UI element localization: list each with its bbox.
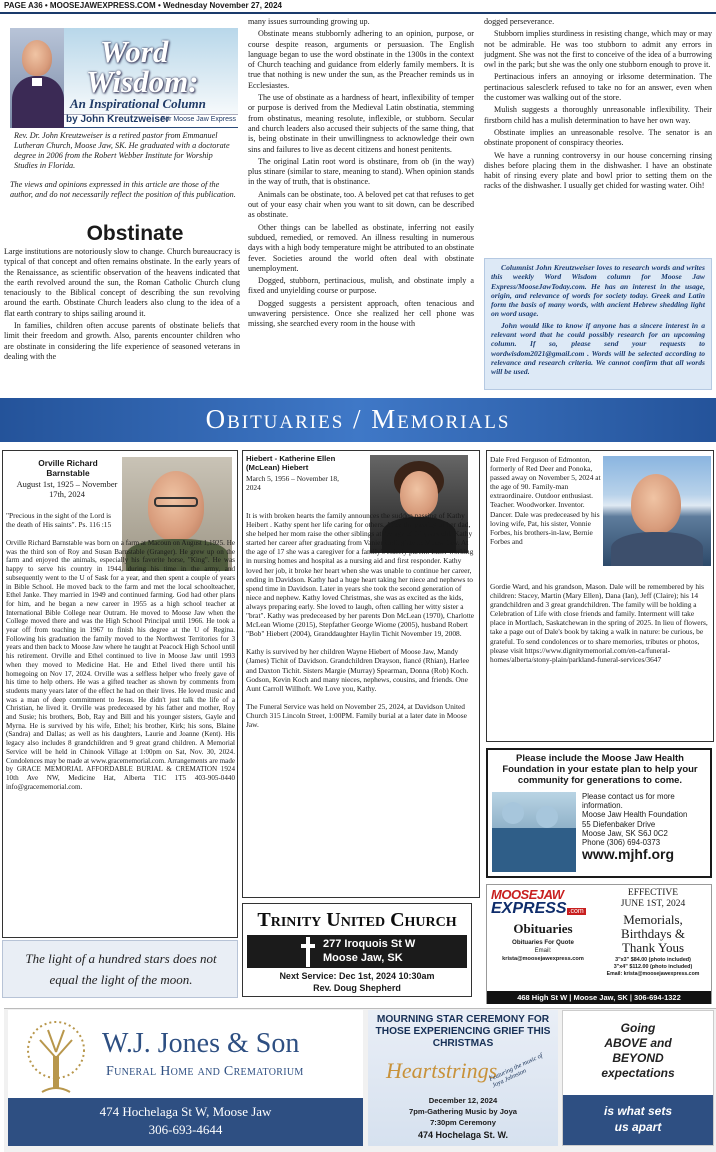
obituary-body-bottom: Gordie Ward, and his grandson, Mason. Dale will be remembered by his children: Stacey, Martin (Mary Ellen), Dana (Ian), Jeff (Claire); his 14 grandchildren and 3 great grandchildren. The family will be holding a Celebration of Life with close friends and family. Interment will take place in Mortlach, Saskatchewan in the spring of 2025. In lieu of flowers, take a page out of Dale's book by taking a walk in nature: be curious, be grateful. To send condolences or to share memories, tributes or photos, please visit https://www.dignitymemorial.com/en-ca/funeral-homes/alberta/stony-plain/parkland-funeral-services/3647 — [490, 582, 708, 664]
obituary-dates: March 5, 1956 – November 18, 2024 — [246, 474, 339, 493]
quote-box — [2, 940, 238, 998]
article-paragraph: many issues surrounding growing up. — [248, 17, 370, 26]
church-reverend: Rev. Doug Shepherd — [313, 983, 401, 993]
church-address-1: 277 Iroquois St W — [323, 938, 416, 950]
express-logo-top: MOOSEJAW — [491, 887, 564, 902]
church-name: Trinity United Church — [257, 909, 457, 931]
express-effective-date: JUNE 1ST, 2024 — [620, 899, 686, 909]
health-phone: Phone (306) 694-0373 — [582, 838, 661, 848]
express-obituaries-ad — [486, 884, 712, 1004]
express-birthdays: Birthdays & — [621, 926, 685, 941]
mourning-star-title: MOURNING STAR CEREMONY FOR THOSE EXPERIENCING GRIEF THIS CHRISTMAS — [375, 1014, 551, 1049]
express-email-line: Email: krista@moosejawexpress.com — [606, 971, 700, 977]
event-times: 7pm-Gathering Music by Joya — [408, 1107, 518, 1116]
article-paragraph: Dogged, stubborn, pertinacious, mulish, and obstinate imply a fixed and unyielding course or purpose. — [248, 276, 474, 296]
health-photo — [492, 792, 576, 872]
going-line-3: BEYOND — [612, 1051, 664, 1065]
obituary-body-top: Dale Fred Ferguson of Edmonton, formerly of Red Deer and Ponoka, passed away on November 5, 2024 at the age of 90. Family-man extraordinaire. Outdoor enthusiast. Teacher. Woodworker. Inventor. Dancer. Dale was predeceased by his loving wife, Pat, his sister, Vonnie Forbes, his brothers-in-law, Bernie Forbes and — [490, 455, 601, 546]
obituary-scripture: "Precious in the sight of the Lord is the death of His saints". Ps. 116 :15 — [6, 511, 112, 530]
article-paragraph: Mulish suggests a thoroughly unreasonable inflexibility. Their firstborn child has a mulish determination to have her own way. — [484, 105, 712, 125]
page-header: PAGE A36 • MOOSEJAWEXPRESS.COM • Wednesday November 27, 2024 — [4, 1, 282, 10]
health-contact-intro: Please contact us for more information. — [582, 792, 675, 811]
health-org: Moose Jaw Health Foundation — [582, 810, 688, 820]
wj-subtitle: Funeral Home and Crematorium — [106, 1064, 304, 1079]
heartstrings-script: Heartstrings — [386, 1058, 498, 1083]
express-logo-dotcom: .com — [568, 908, 584, 915]
obituaries-banner-title: Obituaries / Memorials — [205, 404, 511, 434]
going-line-5: is what sets — [603, 1104, 673, 1118]
event-date: December 12, 2024 — [428, 1096, 498, 1105]
obituary-body: Orville Richard Barnstable was born on a farm at Macoun on August 1,1925. He was the third son of Roy and Susan Barnstable (Granger). He grew up on the farm and enjoyed the animals, especially his favorite horse, "King". He was happy to serve his country in 1944, during his time in the army, and subsequently went to the U of Sask for a year, and then spent a couple of years in Bible School. He moved back to the farm and met the local schoolteacher, Ethel Janke. They married in 1949 and continued farming. God had other plans for him, and he began a new career in 1955 as a high school teacher at International Bible College near Outram. He moved to Moose Jaw when the College moved there and was the High School Principal until 1966. He took a year off from teaching in 1967 to finish his degree at the U of Regina. Following his graduation the family moved to the Northwest Territories for 3 years and then back to Moose Jaw where he taught at Peacock High School until his retirement. Orville and Ethel continued to live in Moose Jaw until 1993 when they moved to Medicine Hat. He and Ethel lived there until his homegoing on Nov 17, 2024. Orville was a selfless helper who freely gave of his time to help others. He was a gifted teacher as shown by comments from students many years later of the effect he had on their lives. He loved music and was a man of deep commitment to Jesus. He didn't just talk the life of a Christian, he lived it. Orville was predeceased by his father and mother, Roy and Susie; his brothers, Bob, Ray and Bill and his younger sisters, Gayle and Myrna. He is survived by his wife, Ethel; his brother, Kirk; his sons, Blaine (Sandra) and Dallas; as well as his daughters, Laurie and Joanne (Kent). His legacy also includes 8 grandchildren and 9 great grand children. A Memorial Service will be held in Chinook Village at 1:00pm on Sat, Nov. 30, 2024. Condolences may be made at www.gracememorial.com. Arrangements are made by GRACE MEMORIAL AFFORDABLE BURIAL & CREMATION 1924 10th Ave NW, Medicine Hat, Alberta T1C 1T5 403-905-0440 info@gracememorial.com. — [6, 539, 235, 791]
trinity-church-ad — [242, 903, 472, 997]
note-paragraph: Columnist John Kreutzweiser loves to research words and writes this weekly Word Wisdom column for Moose Jaw Express/MooseJawToday.com. He has an interest in the usage, origin, and relevance of words for society today. Greek and Latin form the basis of many words, with ancient Hebrew shedding light on word usage. — [491, 263, 705, 319]
note-paragraph: John would like to know if anyone has a sincere interest in a relevant word that he could possibly research for an upcoming column. If so, please send your requests to wordwisdom2021@gmail.com . Words will be selected according to relevance and research criteria. We cannot confirm that all words will be used. — [491, 320, 705, 377]
column-title-line2: Wisdom: — [86, 64, 199, 99]
article-paragraph: Pertinacious infers an annoying or irksome determination. The pertinacious salesclerk refused to take no for an answer, even when the customer was walking out of the store. — [484, 72, 712, 103]
obituary-paragraph: Kathy is survived by her children Wayne Hiebert of Moose Jaw, Mandy (James) Tichit of Davidson. Grandchildren Drayson, fiancé (Rhian), Harlee and Daxton Tichit. Sisters Margie (Murray) Spearman, Donna (Rob) Koch. Godson, Kevin Koch and many nieces, nephews, cousins, and friends. One Aunt Carroll Willhoft. We Love you, Kathy. — [246, 647, 470, 693]
article-column-2 — [248, 17, 474, 397]
header-rule — [0, 12, 716, 14]
express-footer: 468 High St W | Moose Jaw, SK | 306-694-1322 — [487, 991, 711, 1004]
article-paragraph: Large institutions are notoriously slow to change. Church bureaucracy is typical of that concept and often remains obstinate. In the early years of the Renaissance, as scientific observation of the heavens indicated that the earth revolved around the sun, the Roman Catholic Church clung tenaciously to the Biblical concept of describing the sun revolving around the earth. Obstinate Church leaders also clung to the idea of a flat earth contrary to ships sailing around it. — [4, 247, 240, 318]
health-url[interactable]: www.mjhf.org — [582, 846, 675, 862]
express-email-label: Email: — [534, 948, 552, 954]
express-email[interactable]: krista@moosejawexpress.com — [502, 956, 584, 962]
church-service-time: Next Service: Dec 1st, 2024 10:30am — [279, 971, 435, 981]
article-paragraph: Other things can be labelled as obstinate, inferring not easily subdued, remedied, or removed. An illness resulting in numerous days with a high body temperature might be attributed to an obstinate fever. Societies around the world often deal with obstinate unemployment. — [248, 222, 474, 273]
article-paragraph: Animals can be obstinate, too. A beloved pet cat that refuses to get out of your easy chair when you want to sit down, can be described as obstinate. — [248, 189, 474, 220]
obituary-photo — [603, 456, 711, 566]
church-address-2: Moose Jaw, SK — [323, 952, 403, 964]
author-bio: Rev. Dr. John Kreutzweiser is a retired pastor from Emmanuel Lutheran Church, Moose Jaw, SK. He graduated with a doctorate degree in 2006 from the Robert Webber Institute for Worship Studies in Florida. — [14, 131, 230, 170]
obituary-dates: August 1st, 1925 – November 17th, 2024 — [16, 480, 118, 499]
express-obits-heading: Obituaries — [513, 921, 573, 936]
event-address: 474 Hochelaga St. W. — [417, 1130, 509, 1140]
going-above-ad — [562, 1010, 714, 1146]
column-banner — [64, 28, 238, 128]
quote-text: The light of a hundred stars does not equal the light of the moon. — [25, 951, 217, 987]
health-address-1: 55 Diefenbaker Drive — [582, 819, 656, 829]
column-byline: by John Kreutzweiser — [66, 114, 170, 125]
article-paragraph: The original Latin root word is obstinare, from ob (in the way) plus stinare (similar to stare, meaning to stand). When opinion stands in the way of truth, that is obstinance. — [248, 156, 474, 187]
article-paragraph: Stubborn implies sturdiness in resisting change, which may or may not be admirable. He was too stubborn to admit any errors in judgment. She was not the first to conceive of the idea of a burrowing owl in the park; but she was the only one stubborn enough to prove it. — [484, 29, 712, 70]
columnist-note-box — [484, 258, 712, 390]
event-ceremony: 7:30pm Ceremony — [430, 1118, 496, 1127]
health-foundation-ad — [486, 748, 712, 878]
going-line-4: expectations — [601, 1066, 675, 1080]
wj-address: 474 Hochelaga St W, Moose Jaw — [99, 1104, 272, 1119]
article-paragraph: Obstinate implies an unreasonable resolve. The senator is an obstinate proponent of conspiracy theories. — [484, 127, 712, 148]
express-memorials: Memorials, — [623, 912, 683, 927]
tree-logo-icon — [18, 1016, 94, 1096]
disclaimer: The views and opinions expressed in this article are those of the author, and do not necessarily reflect the position of this publication. — [10, 180, 236, 199]
express-obits-quote: Obituaries For Quote — [512, 939, 574, 946]
article-column-3 — [484, 17, 712, 257]
health-headline: Please include the Moose Jaw Health Foundation in your estate plan to help your community for generations to come. — [502, 753, 698, 786]
mourning-star-ad — [368, 1010, 558, 1146]
express-effective: EFFECTIVE — [627, 888, 679, 898]
column-title-line1: Word — [100, 34, 169, 69]
article-paragraph: Obstinate means stubbornly adhering to an opinion, purpose, or course despite reason, arguments or persuasion. The English language began to use the word obstinate in the 1300s in the context of Church teaching and guidance from elderly family members. It is true that nothing is new under the sun, as the Preacher reminds us in Ecclesiastes. — [248, 29, 474, 90]
wj-name: W.J. Jones & Son — [102, 1028, 300, 1059]
article-column-1 — [4, 247, 240, 395]
column-subtitle: An Inspirational Column — [70, 96, 206, 111]
going-line-6: us apart — [614, 1120, 662, 1134]
obituary-name: Orville Richard Barnstable — [38, 458, 98, 478]
going-line-1: Going — [620, 1021, 656, 1035]
express-logo — [491, 888, 595, 918]
article-paragraph: Dogged suggests a persistent approach, often tenacious and unwavering persistence. Once she realized her cell phone was missing, she searched every room in the house with — [248, 298, 474, 329]
article-paragraph: In families, children often accuse parents of obstinate beliefs that limit their freedom and growth. Also, parents encounter children who are obstinate in considering the life experience of seasoned veterans in dealing with the — [4, 321, 240, 361]
obituary-paragraph: It is with broken hearts the family announces the sudden passing of Kathy Heibert . Kathy spent her life caring for others. After the passing of her dad, she helped her mom raise the other siblings at the age of 14 years old. Kathy started her career after graduating from Vanier Collegiate in Moose Jaw. At the age of 17 she was a caregiver for a family's elderly parent. Later working in nursing homes and hospital as a nursing aid and first responder. Kathy loved her job, it broke her heart when she was unable to continue her career, ending in Davidson. Kathy had a huge heart taking her niece and nephews to spend time in Davidson. Later in years she took the second generation of niece and nephew. Kathy loved Christmas, she was as excited as the kids, always preparing early. She loved to laugh, often calling her witty sister a "brat". Kathy was predeceased by her parents Don McLean (1970), Charlotte McLean Wiome (2015), Stepfather George Wiome (2005), husband Robert "Bob" Hiebert (2004), Granddaughter Haylin Tichit November 19, 2008. — [246, 511, 475, 639]
column-for-label: For Moose Jaw Express — [160, 116, 236, 123]
obituary-body — [246, 511, 476, 897]
obituaries-banner — [0, 398, 716, 442]
health-address-2: Moose Jaw, SK S6J 0C2 — [582, 828, 668, 838]
express-logo-bottom: EXPRESS — [491, 900, 567, 917]
going-line-2: ABOVE and — [604, 1036, 672, 1050]
express-thanks: Thank Yous — [621, 940, 685, 955]
obituary-name: Hiebert - Katherine Ellen (McLean) Hiebert — [246, 454, 336, 473]
featuring-text: Featuring the music of Joya Johnston — [488, 1052, 544, 1090]
article-paragraph: dogged perseverance. — [484, 17, 555, 26]
author-photo — [10, 28, 64, 128]
express-price-2: 3"x4" $112.00 (photo included) — [613, 964, 693, 970]
obituary-paragraph: The Funeral Service was held on November 25, 2024, at Davidson United Church 315 Lincoln Street, 1:00PM. Family burial at a later date in Moose Jaw. — [246, 701, 467, 729]
article-paragraph: We have a running controversy in our house concerning rinsing dishes before placing them in the dishwasher. I have an obstinate habit of rinsing every plate and bowl prior to setting them on the racks of the dishwasher. I usually get chided for wasting water. Oih! — [484, 150, 712, 191]
wj-jones-ad — [8, 1010, 363, 1146]
article-title: Obstinate — [86, 222, 184, 245]
express-price-1: 3"x3" $84.00 (photo included) — [615, 957, 691, 963]
wj-phone: 306-693-4644 — [148, 1122, 223, 1137]
article-paragraph: The use of obstinate as a hardness of heart, inflexibility of temper or purpose is derived from the Medieval Latin obstinatia, stemming from obstinatus, meaning resolute, inflexible, or stubborn. Secular and church leaders also accused their subjects of the same thing, that is, being obstinate in their unwillingness to acknowledge their own sins and failures to live as decent citizens and honest penitents. — [248, 93, 474, 154]
cross-icon — [301, 937, 315, 967]
